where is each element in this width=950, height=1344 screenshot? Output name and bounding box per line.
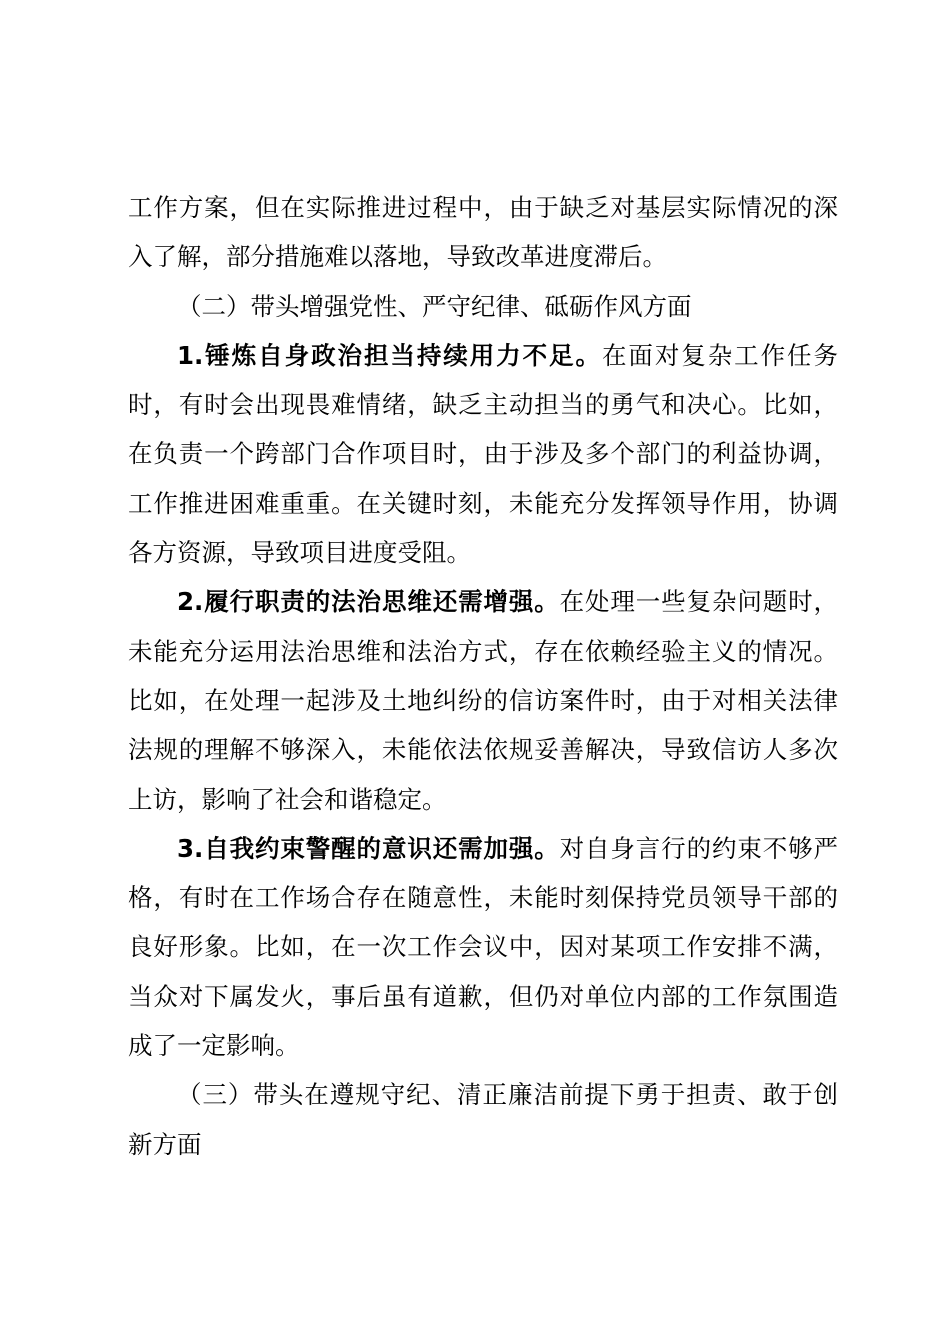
paragraph-lead: 2.履行职责的法治思维还需增强。 [177, 587, 560, 617]
section-heading-2 [128, 282, 838, 331]
heading-text: （二）带头增强党性、严守纪律、砥砺作风方面 [177, 291, 692, 321]
document-body [128, 183, 838, 1169]
heading-text: （三）带头在遵规守纪、清正廉洁前提下勇于担责、敢于创新方面 [128, 1080, 838, 1159]
continuation-paragraph [128, 183, 838, 282]
paragraph-lead: 3.自我约束警醒的意识还需加强。 [177, 833, 560, 863]
paragraph-text: 对自身言行的约束不够严格，有时在工作场合存在随意性，未能时刻保持党员领导干部的良好形象。比如，在一次工作会议中，因对某项工作安排不满，当众对下属发火，事后虽有道歉，但仍对单位内部的工作氛围造成了一定影响。 [128, 833, 838, 1061]
paragraph-lead: 1.锤炼自身政治担当持续用力不足。 [177, 340, 602, 370]
paragraph-text: 工作方案，但在实际推进过程中，由于缺乏对基层实际情况的深入了解，部分措施难以落地，导致改革进度滞后。 [128, 193, 838, 272]
numbered-paragraph-1 [128, 331, 838, 577]
section-heading-3 [128, 1070, 838, 1169]
paragraph-text: 在面对复杂工作任务时，有时会出现畏难情绪，缺乏主动担当的勇气和决心。比如，在负责一个跨部门合作项目时，由于涉及多个部门的利益协调，工作推进困难重重。在关键时刻，未能充分发挥领导作用，协调各方资源，导致项目进度受阻。 [128, 340, 838, 568]
paragraph-text: 在处理一些复杂问题时，未能充分运用法治思维和法治方式，存在依赖经验主义的情况。比如，在处理一起涉及土地纠纷的信访案件时，由于对相关法律法规的理解不够深入，未能依法依规妥善解决，导致信访人多次上访，影响了社会和谐稳定。 [128, 587, 838, 814]
numbered-paragraph-3 [128, 824, 838, 1070]
numbered-paragraph-2 [128, 577, 838, 823]
